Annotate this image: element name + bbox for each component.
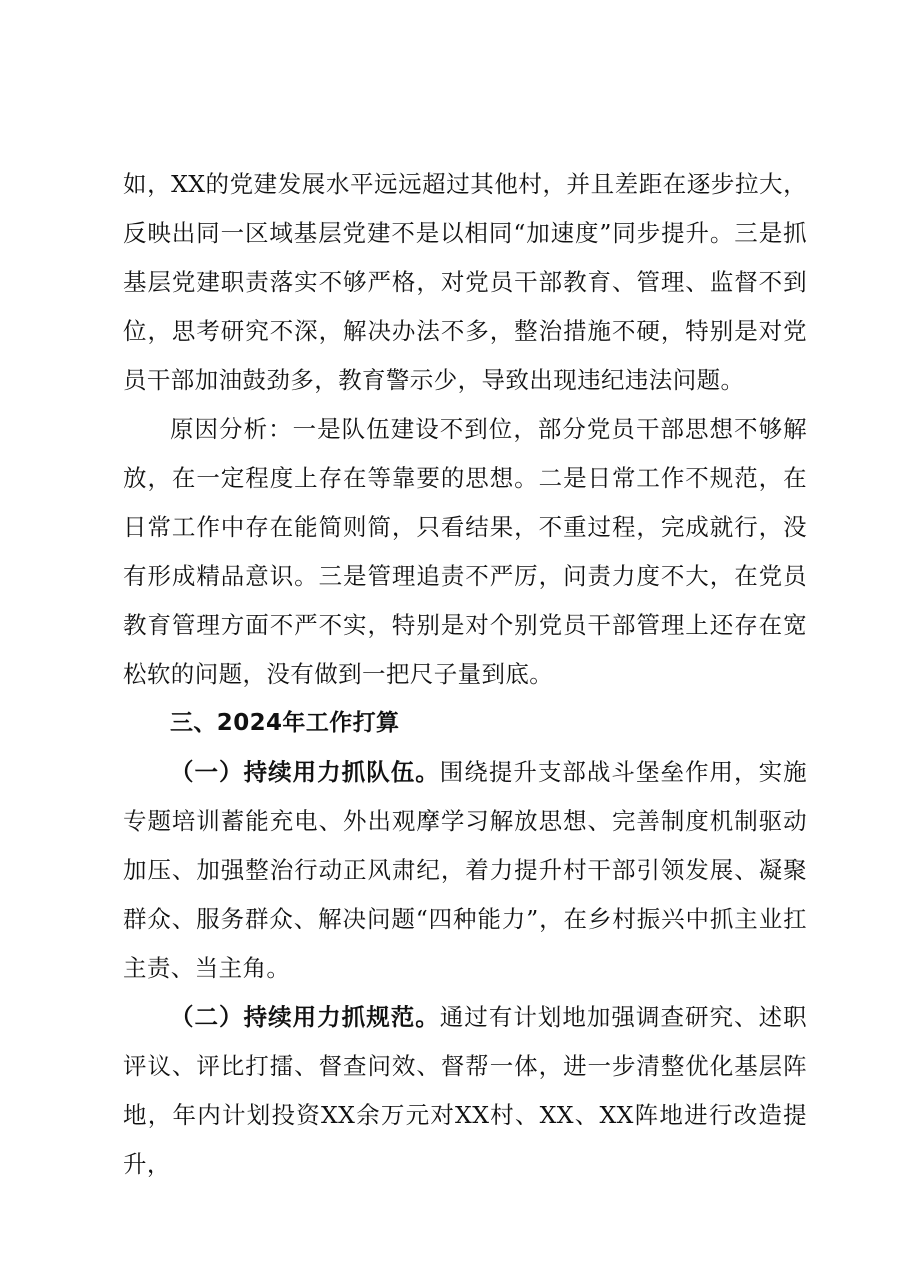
section-heading-2024-plan: 三、2024年工作打算: [170, 710, 400, 736]
plan-item-team-body: 围绕提升支部战斗堡垒作用，实施专题培训蓄能充电、外出观摩学习解放思想、完善制度机制驱动加压、加强整治行动正风肃纪，着力提升村干部引领发展、凝聚群众、服务群众、解决问题“四种能力”，在乡村振兴中抓主业扛主责、当主角。: [123, 758, 807, 982]
plan-item-team-lead: （一）持续用力抓队伍。: [170, 758, 440, 786]
paragraph-problems-continued: 如，XX的党建发展水平远远超过其他村，并且差距在逐步拉大，反映出同一区域基层党建不是以相同“加速度”同步提升。三是抓基层党建职责落实不够严格，对党员干部教育、管理、监督不到位，思考研究不深，解决办法不多，整治措施不硬，特别是对党员干部加油鼓劲多，教育警示少，导致出现违纪违法问题。: [123, 170, 807, 394]
plan-item-standards-lead: （二）持续用力抓规范。: [170, 1003, 440, 1031]
plan-item-standards: [123, 993, 807, 1189]
plan-item-standards-body: 通过有计划地加强调查研究、述职评议、评比打擂、督查问效、督帮一体，进一步清整优化基层阵地，年内计划投资XX余万元对XX村、XX、XX阵地进行改造提升，: [123, 1003, 807, 1178]
plan-item-team: [123, 748, 807, 993]
document-body: [123, 160, 807, 1189]
paragraph-cause-analysis: 原因分析：一是队伍建设不到位，部分党员干部思想不够解放，在一定程度上存在等靠要的思想。二是日常工作不规范，在日常工作中存在能简则简，只看结果，不重过程，完成就行，没有形成精品意识。三是管理追责不严厉，问责力度不大，在党员教育管理方面不严不实，特别是对个别党员干部管理上还存在宽松软的问题，没有做到一把尺子量到底。: [123, 415, 807, 688]
